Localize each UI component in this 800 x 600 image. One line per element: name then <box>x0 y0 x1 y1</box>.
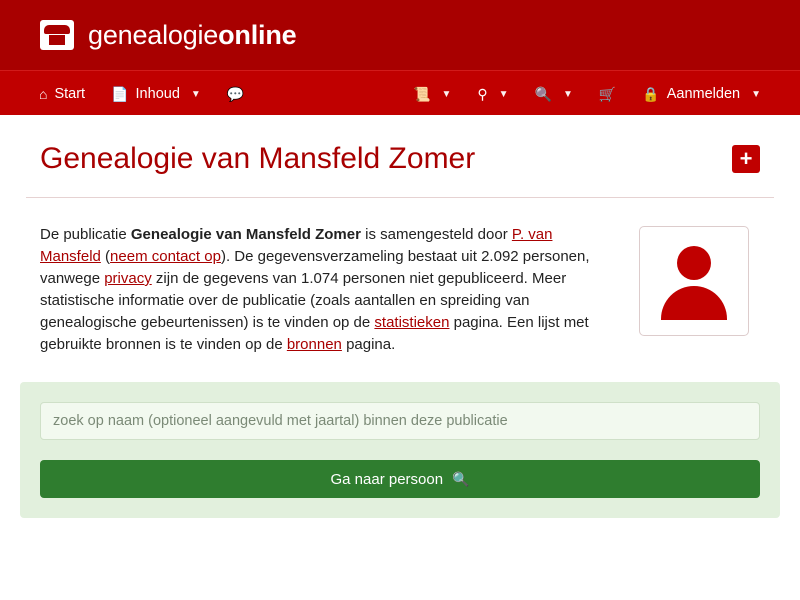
search-icon: 🔍 <box>452 470 470 487</box>
go-to-person-button-label: Ga naar persoon <box>330 470 444 488</box>
sources-link[interactable]: bronnen <box>286 336 342 353</box>
intro-text-part3: ( <box>100 248 111 265</box>
nav-item-search[interactable] <box>522 71 586 116</box>
page-title: Genealogie van Mansfeld Zomer <box>40 142 476 175</box>
author-link[interactable]: P. van Mansfeld <box>40 226 553 265</box>
intro-text-part6: pagina. Een lijst met gebruikte bronnen is te vinden op de <box>40 314 589 353</box>
add-button[interactable]: + <box>732 145 760 173</box>
title-section <box>0 115 800 177</box>
nav-item-comments[interactable] <box>214 71 257 116</box>
house-logo-icon[interactable] <box>40 20 74 50</box>
avatar-head <box>677 246 711 280</box>
nav-item-cart[interactable] <box>586 71 629 116</box>
person-search-panel <box>20 382 780 518</box>
brand-name-light: genealogie <box>88 19 219 50</box>
intro-section <box>0 198 800 356</box>
brand-name[interactable] <box>88 19 297 50</box>
tree-icon: ⚲ <box>477 85 488 102</box>
search-icon: 🔍 <box>534 85 552 102</box>
privacy-link[interactable]: privacy <box>104 270 152 287</box>
publication-name: Genealogie van Mansfeld Zomer <box>130 226 361 243</box>
contact-link[interactable]: neem contact op <box>110 248 221 265</box>
intro-text-part1: De publicatie <box>40 226 131 243</box>
nav-left-group <box>26 71 257 115</box>
lock-icon: 🔒 <box>642 85 660 102</box>
nav-right-group <box>400 71 774 115</box>
avatar-body <box>661 286 727 320</box>
nav-item-start-label: Start <box>54 85 86 102</box>
main-navigation <box>0 70 800 115</box>
intro-text-part2: is samengesteld door <box>360 226 512 243</box>
publication-description <box>40 224 615 356</box>
chevron-down-icon: ▼ <box>562 89 573 100</box>
nav-item-aanmelden-label: Aanmelden <box>666 85 741 102</box>
nav-item-inhoud-label: Inhoud <box>135 85 180 102</box>
book-icon: 📄 <box>111 85 129 102</box>
brand-bar <box>0 0 800 70</box>
nav-item-start[interactable] <box>26 71 98 116</box>
go-to-person-button[interactable] <box>40 460 760 498</box>
chevron-down-icon: ▼ <box>441 89 452 100</box>
nav-item-aanmelden[interactable] <box>629 71 774 116</box>
certificate-icon: 📜 <box>413 85 431 102</box>
chevron-down-icon: ▼ <box>751 89 761 100</box>
intro-text-part5: zijn de gegevens van 1.074 personen niet gepubliceerd. Meer statistische informatie over de publicatie (zoals aantallen en spreiding van genealogische gebeurtenissen) is te vinden op de <box>40 270 567 331</box>
home-icon: ⌂ <box>39 85 48 102</box>
chevron-down-icon: ▼ <box>498 89 509 100</box>
nav-item-certificate[interactable] <box>400 71 464 116</box>
intro-text-part4: ). De gegevensverzameling bestaat uit 2.092 personen, vanwege <box>40 248 590 287</box>
avatar <box>639 226 749 336</box>
statistics-link[interactable]: statistieken <box>374 314 450 331</box>
cart-icon: 🛒 <box>598 85 617 102</box>
nav-item-tree[interactable] <box>464 71 521 116</box>
brand-name-bold: online <box>218 19 297 50</box>
person-placeholder-icon <box>657 244 731 318</box>
chevron-down-icon: ▼ <box>190 89 201 100</box>
intro-text-part7: pagina. <box>341 336 396 353</box>
nav-item-inhoud[interactable] <box>98 71 214 116</box>
search-input[interactable] <box>40 402 760 440</box>
comments-icon: 💬 <box>226 85 245 102</box>
